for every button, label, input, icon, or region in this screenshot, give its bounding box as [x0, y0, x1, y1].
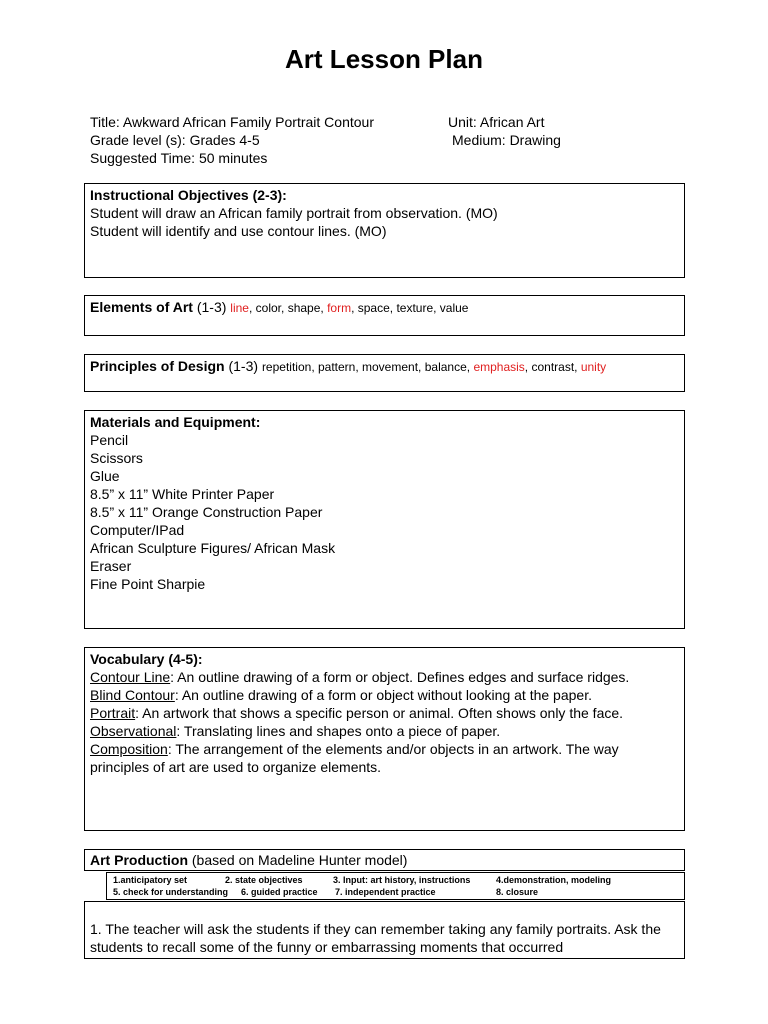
- elements-item: texture: [396, 301, 434, 315]
- vocabulary-entry: [90, 686, 679, 704]
- materials-item: African Sculpture Figures/ African Mask: [90, 540, 336, 556]
- elements-count: (1-3): [192, 299, 231, 315]
- vocabulary-entry: [90, 668, 679, 686]
- principles-separator: ,: [574, 360, 581, 374]
- materials-list: [90, 431, 679, 593]
- principles-item: repetition: [261, 360, 312, 374]
- vocabulary-term: Contour Line: [90, 669, 171, 685]
- elements-list: [230, 301, 468, 315]
- principles-separator: ,: [524, 360, 532, 374]
- materials-item: 8.5” x 11” White Printer Paper: [90, 486, 275, 502]
- principles-separator: ,: [418, 360, 425, 374]
- elements-item: form: [327, 301, 352, 315]
- principles-item: unity: [580, 360, 607, 374]
- step-label: 1.anticipatory set: [113, 875, 188, 885]
- materials-item: Computer/IPad: [90, 522, 185, 538]
- objective-line: Student will draw an African family portrait from observation. (MO): [90, 205, 498, 221]
- elements-separator: ,: [281, 301, 288, 315]
- objective-line: Student will identify and use contour lines. (MO): [90, 223, 387, 239]
- materials-heading: Materials and Equipment:: [90, 414, 261, 430]
- principles-box: [84, 354, 685, 392]
- vocabulary-term: Blind Contour: [90, 687, 175, 703]
- meta-time: Suggested Time: 50 minutes: [90, 150, 268, 166]
- principles-item: movement: [362, 360, 419, 374]
- vocabulary-term: Portrait: [90, 705, 136, 721]
- step-label: 4.demonstration, modeling: [496, 875, 612, 885]
- vocabulary-term: Composition: [90, 741, 168, 757]
- principles-item: emphasis: [473, 360, 525, 374]
- meta-unit: Unit: African Art: [448, 114, 545, 130]
- principles-item: contrast: [531, 360, 575, 374]
- materials-item: Glue: [90, 468, 120, 484]
- principles-separator: ,: [355, 360, 363, 374]
- objectives-heading: Instructional Objectives (2-3):: [90, 187, 287, 203]
- elements-item: value: [439, 301, 469, 315]
- vocabulary-entry: [90, 704, 679, 722]
- vocabulary-definition: : An outline drawing of a form or object without looking at the paper.: [174, 687, 592, 703]
- principles-separator: ,: [311, 360, 318, 374]
- production-heading: Art Production: [90, 852, 188, 868]
- step-label: 7. independent practice: [335, 887, 436, 897]
- principles-item: balance: [424, 360, 467, 374]
- production-steps-box: [106, 872, 685, 900]
- step-label: 8. closure: [496, 887, 539, 897]
- materials-box: [84, 410, 685, 629]
- vocabulary-list: [90, 668, 679, 776]
- production-subheading: (based on Madeline Hunter model): [188, 852, 408, 868]
- elements-box: [84, 295, 685, 336]
- step-label: 5. check for understanding: [113, 887, 229, 897]
- meta-medium: Medium: Drawing: [452, 132, 561, 148]
- elements-item: space: [357, 301, 390, 315]
- elements-separator: ,: [320, 301, 328, 315]
- elements-separator: ,: [433, 301, 440, 315]
- vocabulary-box: [84, 647, 685, 831]
- materials-item: 8.5” x 11” Orange Construction Paper: [90, 504, 323, 520]
- step-label: 6. guided practice: [241, 887, 318, 897]
- elements-heading: Elements of Art: [90, 299, 193, 315]
- vocabulary-term: Observational: [90, 723, 177, 739]
- production-header-box: [84, 849, 685, 871]
- elements-separator: ,: [248, 301, 256, 315]
- materials-item: Eraser: [90, 558, 132, 574]
- vocabulary-heading: Vocabulary (4-5):: [90, 651, 203, 667]
- elements-item: shape: [287, 301, 321, 315]
- vocabulary-definition: : An outline drawing of a form or object. Defines edges and surface ridges.: [170, 669, 630, 685]
- elements-item: color: [255, 301, 282, 315]
- elements-separator: ,: [389, 301, 397, 315]
- materials-item: Fine Point Sharpie: [90, 576, 206, 592]
- principles-separator: ,: [466, 360, 474, 374]
- vocabulary-definition: : The arrangement of the elements and/or objects in an artwork. The way principles of art are used to organize elements.: [90, 741, 619, 775]
- production-body-box: [84, 901, 685, 959]
- meta-grade: Grade level (s): Grades 4-5: [90, 132, 260, 148]
- principles-item: pattern: [317, 360, 356, 374]
- elements-separator: ,: [351, 301, 358, 315]
- vocabulary-definition: : Translating lines and shapes onto a piece of paper.: [176, 723, 501, 739]
- vocabulary-entry: [90, 722, 679, 740]
- production-body: 1. The teacher will ask the students if they can remember taking any family portraits. Ask the students to recall some of the funny or embarrassing moments that occurred: [90, 921, 661, 955]
- page-title: Art Lesson Plan: [285, 44, 483, 74]
- principles-count: (1-3): [224, 358, 262, 374]
- materials-item: Pencil: [90, 432, 129, 448]
- step-label: 2. state objectives: [225, 875, 303, 885]
- objectives-box: [84, 183, 685, 278]
- vocabulary-definition: : An artwork that shows a specific person or animal. Often shows only the face.: [135, 705, 624, 721]
- principles-list: [262, 360, 606, 374]
- materials-item: Scissors: [90, 450, 143, 466]
- vocabulary-entry: [90, 740, 679, 776]
- meta-title: Title: Awkward African Family Portrait Contour: [90, 114, 374, 130]
- elements-item: line: [230, 301, 249, 315]
- principles-heading: Principles of Design: [90, 358, 225, 374]
- step-label: 3. Input: art history, instructions: [333, 875, 471, 885]
